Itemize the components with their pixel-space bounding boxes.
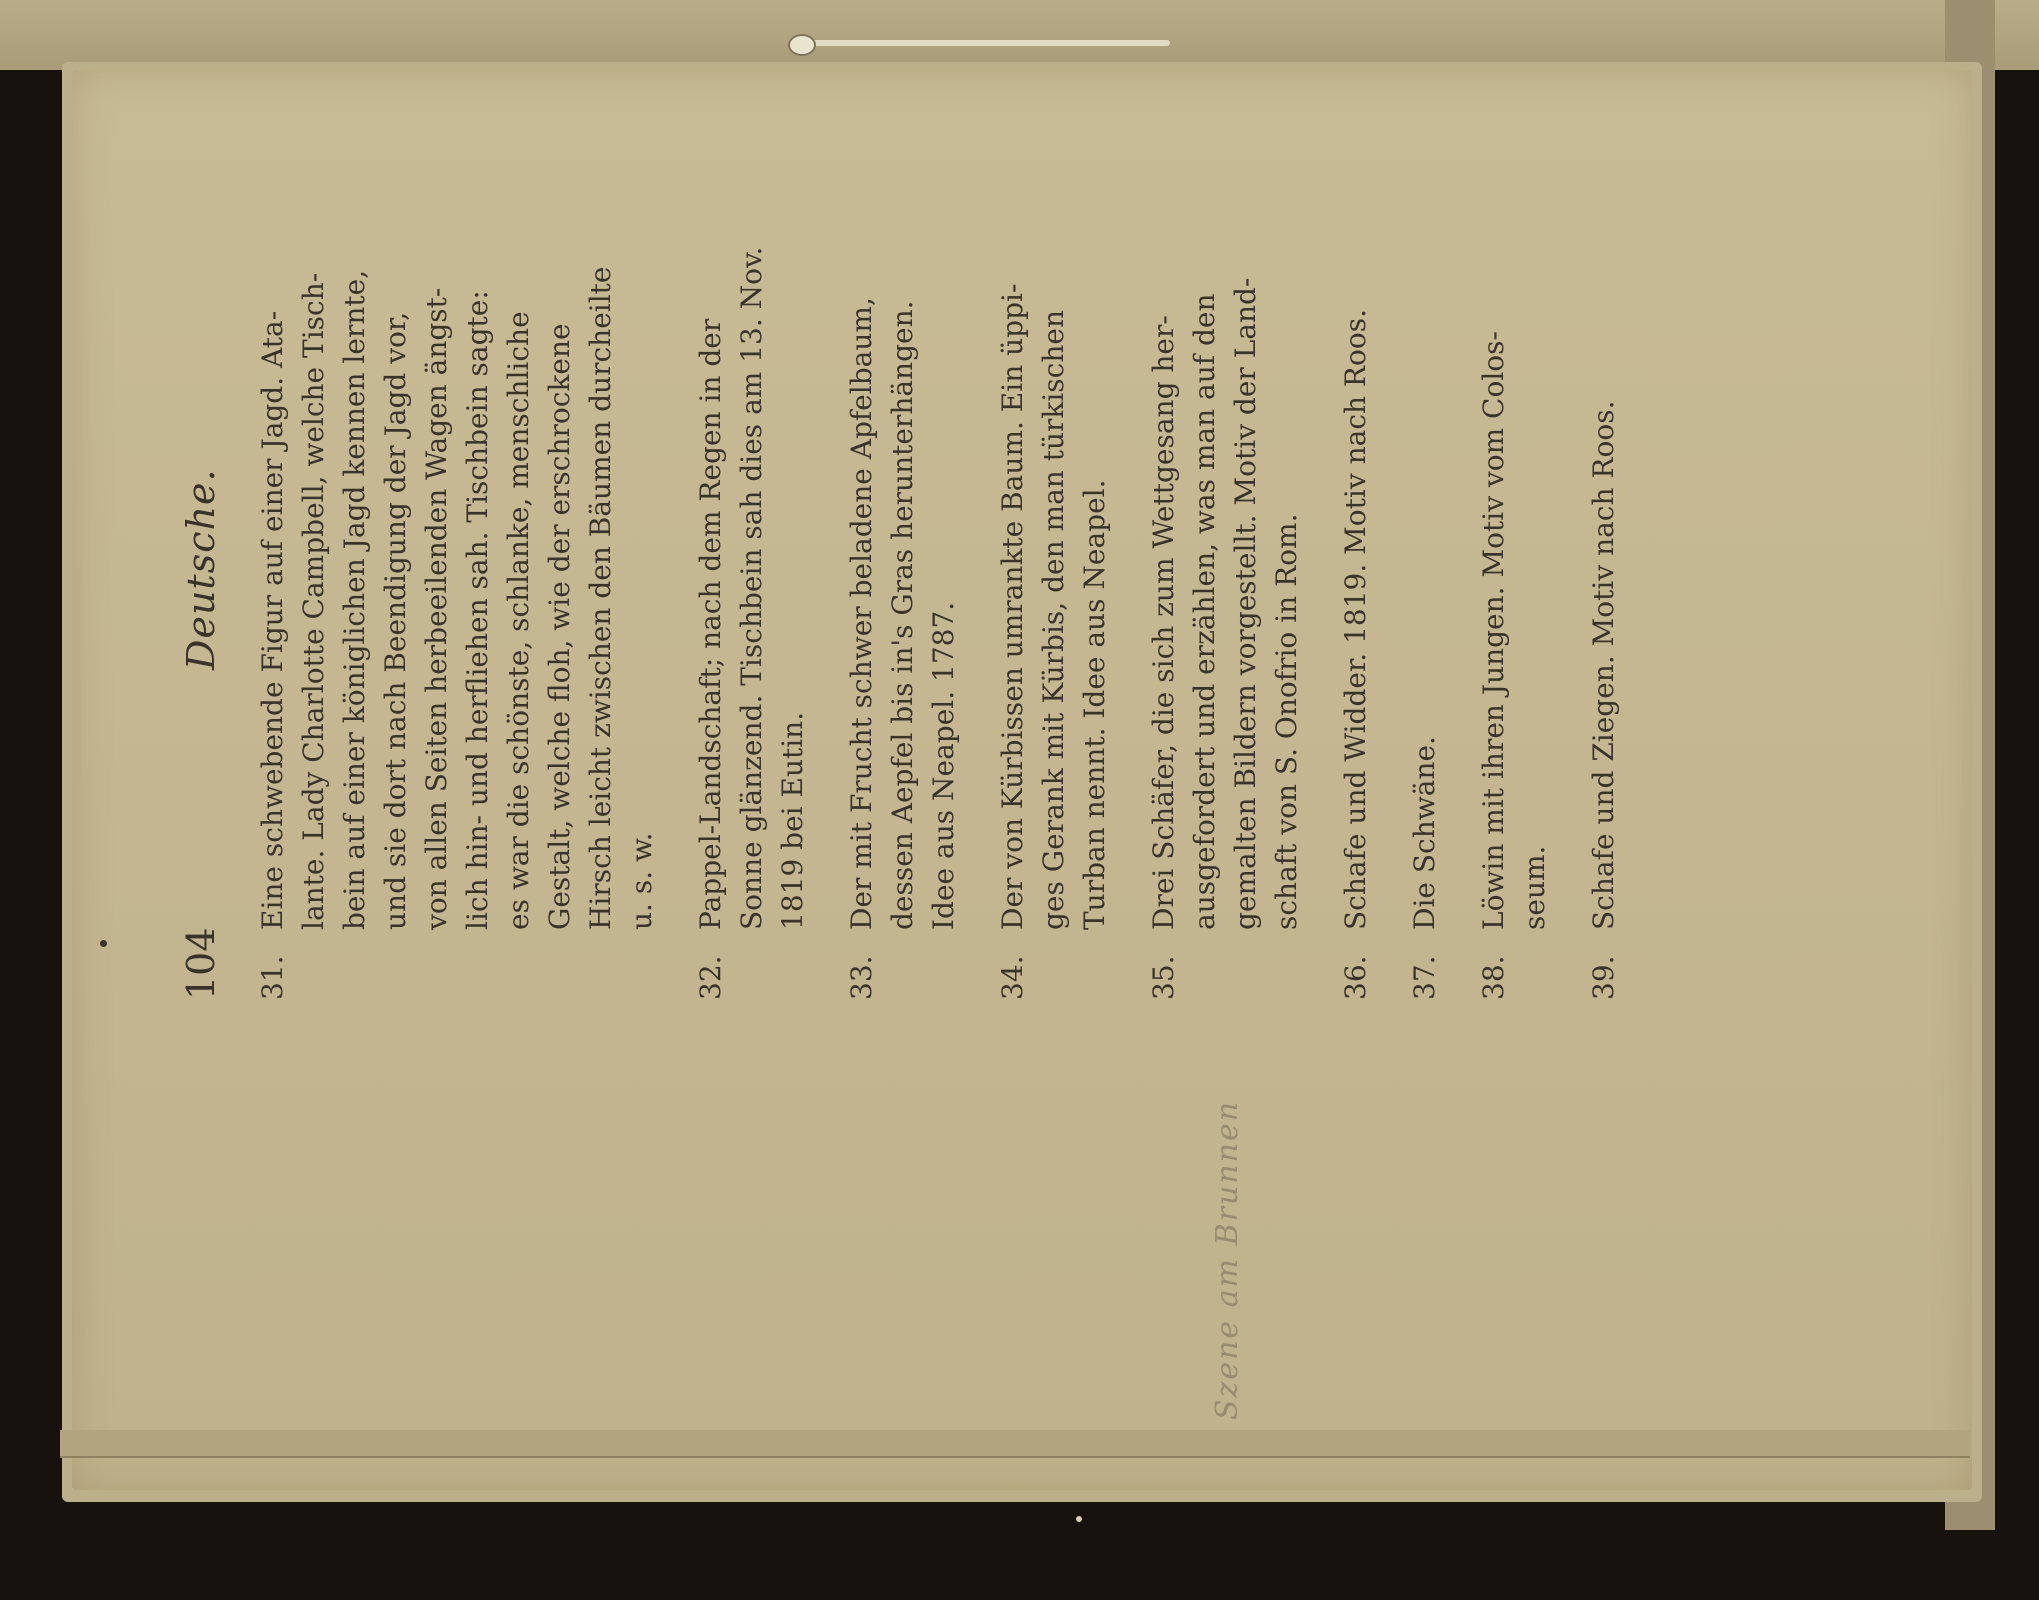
entry-number: 34.: [996, 955, 1029, 1000]
pencil-annotation: Szene am Brunnen: [1210, 1099, 1245, 1420]
running-title: Deutsche.: [179, 468, 223, 670]
binding-knot: [788, 34, 816, 56]
entry-32: [690, 140, 813, 1000]
rotated-text-block: [170, 140, 1770, 1000]
entry-number: 32.: [694, 955, 727, 1000]
entry-text: Der von Kürbissen umrankte Baum. Ein üppi- ges Gerank mit Kürbis, den man türkischen Turban nennt. Idee aus Neapel.: [996, 283, 1111, 930]
entry-text: Der mit Frucht schwer beladene Apfelbaum, dessen Aepfel bis in's Gras herunterhängen. Idee aus Neapel. 1787.: [845, 297, 960, 930]
binding-thread: [790, 40, 1170, 46]
entry-37: [1404, 140, 1445, 1000]
entry-35: [1143, 140, 1307, 1000]
page-header: [170, 140, 232, 1000]
entry-text: Eine schwebende Figur auf einer Jagd. Ata- lante. Lady Charlotte Campbell, welche Tisch- bein auf einer königlichen Jagd kennen lernte, und sie dort nach Beendigung der Jagd vor, von allen Seiten herbeeilenden Wagen ängst- lich hin- und herfliehen sah. Tischbein sagte: es war die schönste, schlanke, menschliche Gestalt, welche floh, wie der erschrockene Hirsch leicht zwischen den Bäumen durcheilte u. s. w.: [256, 266, 658, 930]
entry-text: Schafe und Ziegen. Motiv nach Roos.: [1587, 400, 1620, 930]
entry-number: 38.: [1477, 955, 1510, 1000]
entry-number: 36.: [1339, 955, 1372, 1000]
catalogue-entries: [252, 140, 1624, 1000]
entry-34: [992, 140, 1115, 1000]
entry-38: [1473, 140, 1555, 1000]
entry-number: 33.: [845, 955, 878, 1000]
book-cover-top: [0, 0, 2039, 70]
entry-36: [1335, 140, 1376, 1000]
entry-text: Löwin mit ihren Jungen. Motiv vom Colos- seum.: [1477, 331, 1551, 930]
page-edge: [60, 1430, 1970, 1458]
entry-39: [1583, 140, 1624, 1000]
entry-number: 39.: [1587, 955, 1620, 1000]
entry-text: Schafe und Widder. 1819. Motiv nach Roos.: [1339, 308, 1372, 930]
ink-spot: [100, 940, 107, 947]
entry-text: Pappel-Landschaft; nach dem Regen in der Sonne glänzend. Tischbein sah dies am 13. Nov. 1819 bei Eutin.: [694, 246, 809, 930]
entry-number: 31.: [256, 955, 289, 1000]
entry-31: [252, 140, 662, 1000]
entry-number: 37.: [1408, 955, 1441, 1000]
entry-number: 35.: [1147, 955, 1180, 1000]
entry-text: Die Schwäne.: [1408, 736, 1441, 930]
entry-33: [841, 140, 964, 1000]
entry-text: Drei Schäfer, die sich zum Wettgesang her- ausgefordert und erzählen, was man auf den gemalten Bildern vorgestellt. Motiv der Land- schaft von S. Onofrio in Rom.: [1147, 277, 1303, 930]
ink-spot: [1076, 1516, 1082, 1522]
page-number: 104: [179, 927, 223, 1000]
